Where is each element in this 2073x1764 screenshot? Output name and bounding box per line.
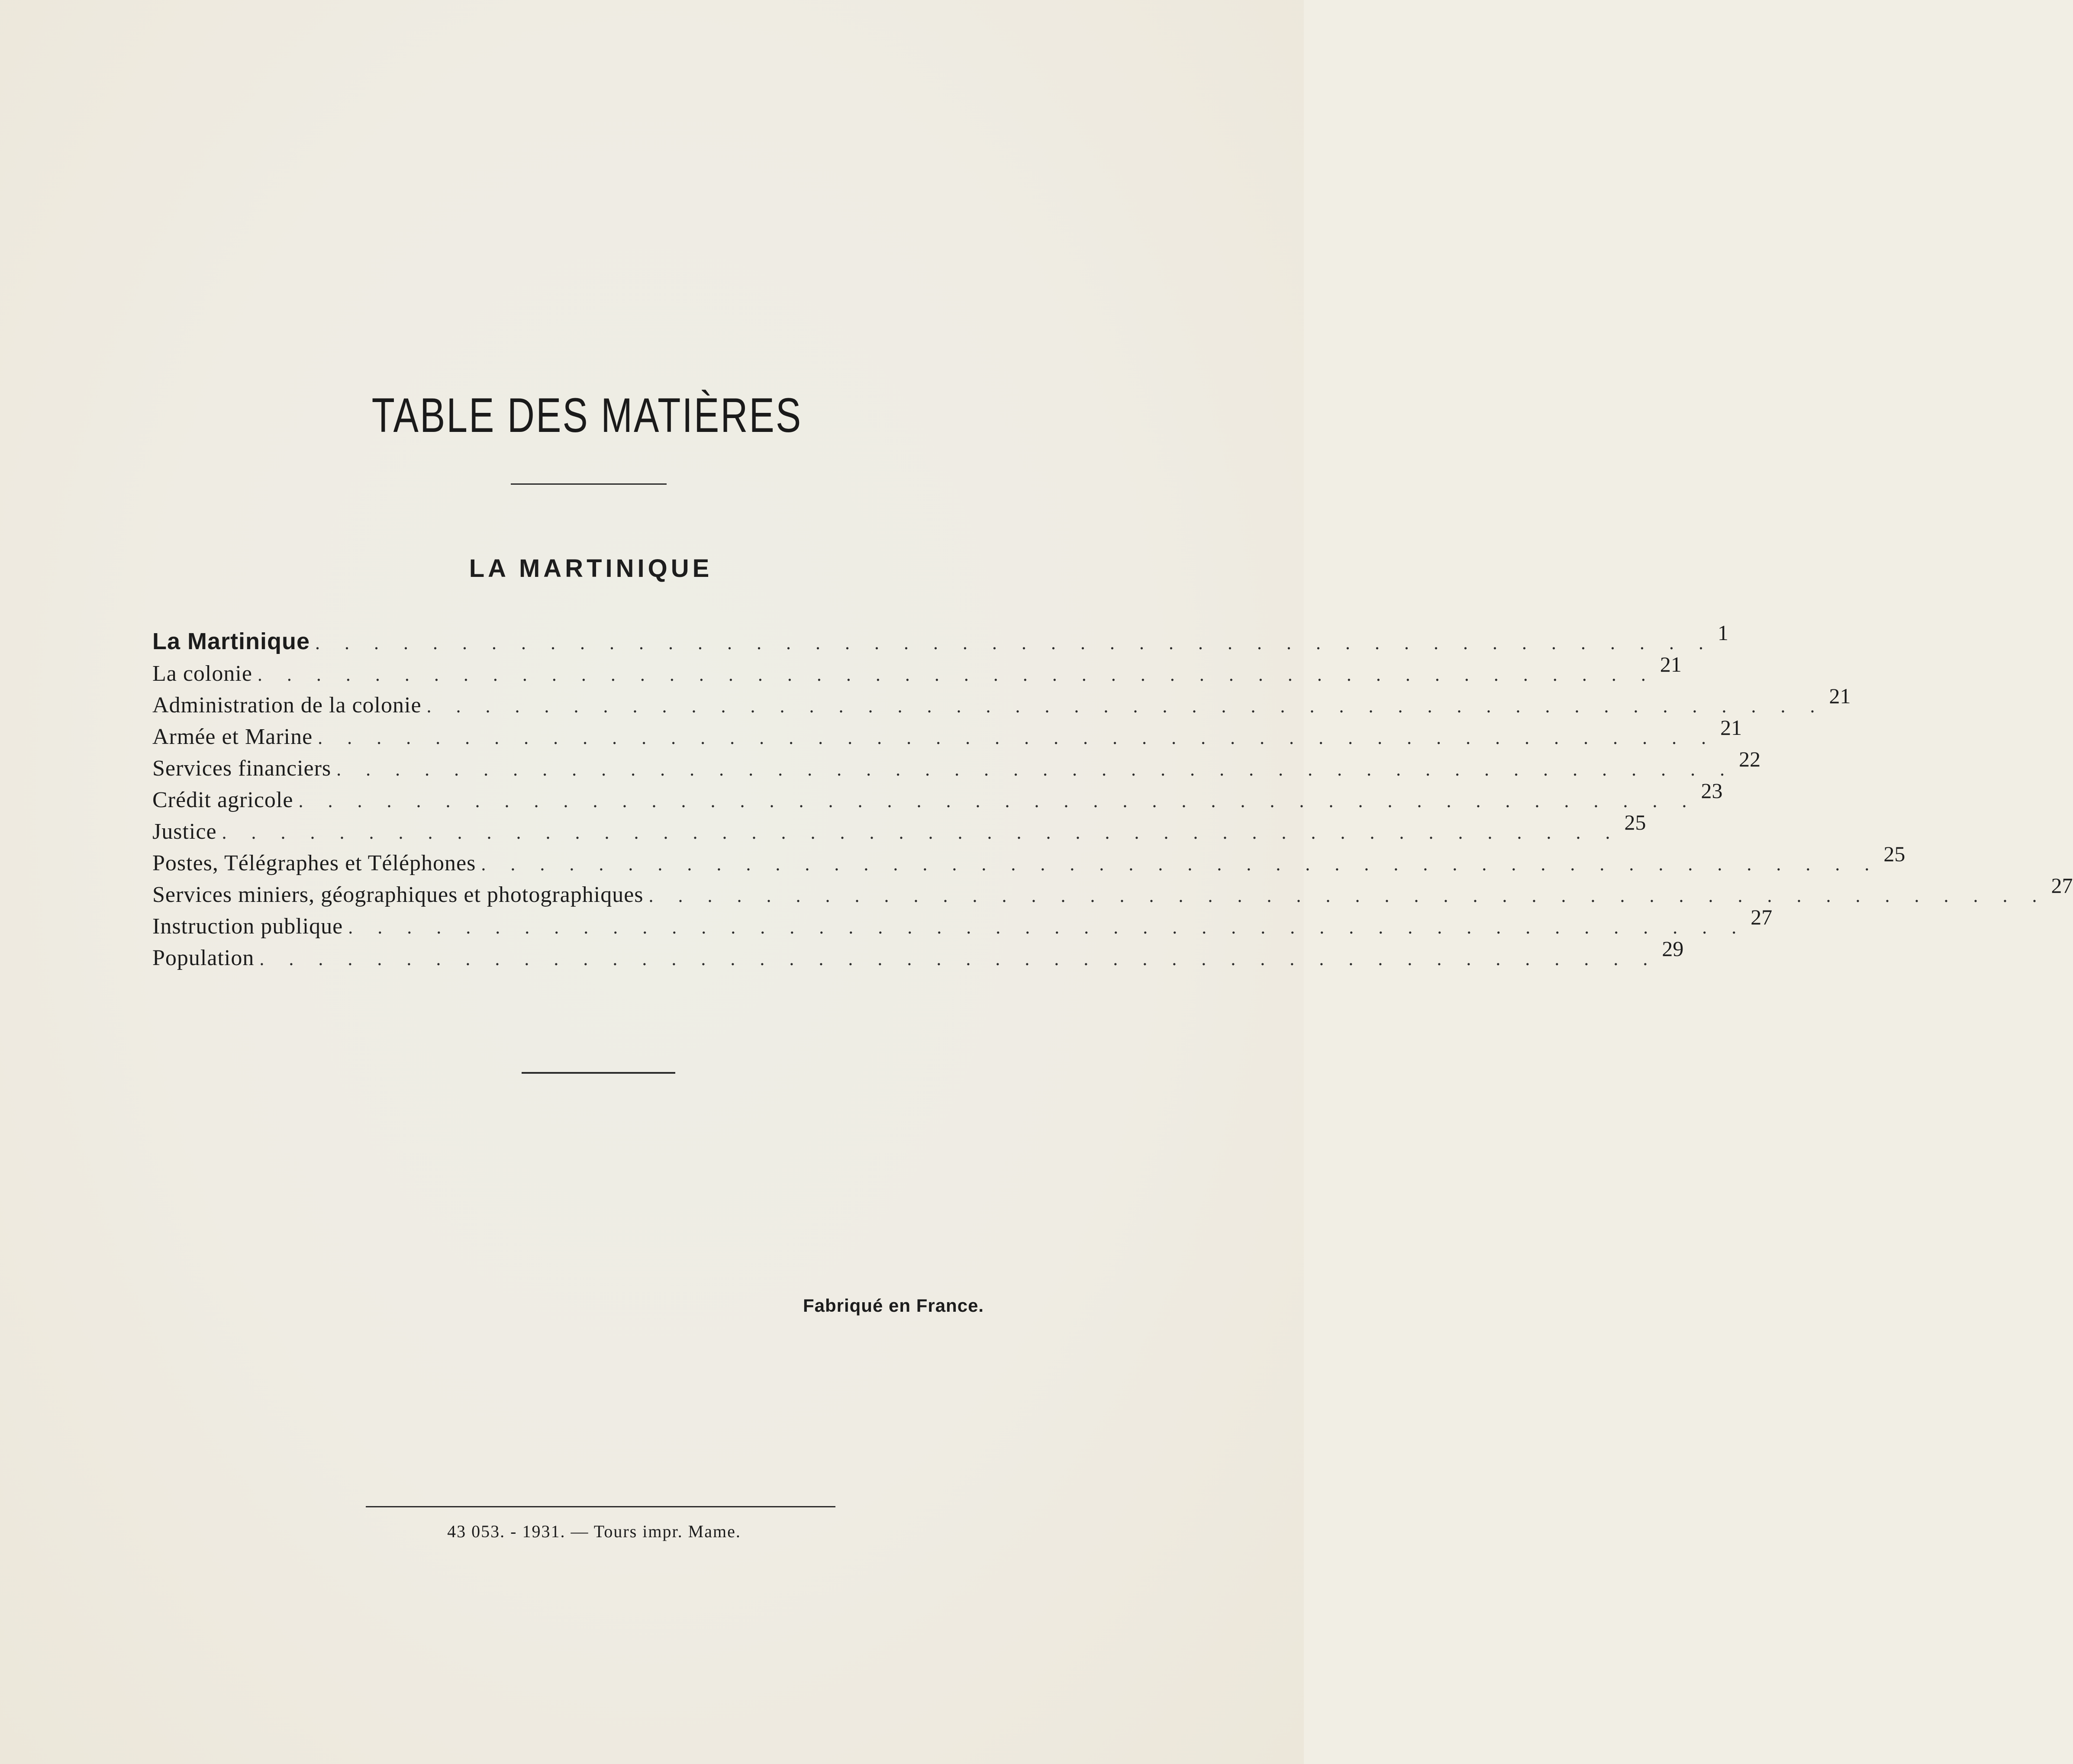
toc-entry[interactable] xyxy=(152,937,1684,971)
toc-entry-label: Justice xyxy=(152,819,217,844)
toc-entry[interactable] xyxy=(152,652,1682,686)
toc-leader-dots: . . . . . . . . . . . . . . . . . . . . . . . . . . . . . . . . . . . . . . . . . . . . . . . . xyxy=(481,853,1880,875)
toc-leader-dots: . . . . . . . . . . . . . . . . . . . . . . . . . . . . . . . . . . . . . . . . . . . . . . . . xyxy=(257,664,1656,685)
made-in-france-note: Fabriqué en France. xyxy=(803,1295,984,1316)
toc-entry-label: Services miniers, géographiques et photographiques xyxy=(152,882,644,907)
toc-entry-page: 1 xyxy=(1718,621,1729,645)
toc-entry-label: La colonie xyxy=(152,661,252,686)
printer-imprint: 43 053. - 1931. — Tours impr. Mame. xyxy=(447,1522,741,1541)
toc-entry-page: 25 xyxy=(1883,842,1905,866)
toc-entry[interactable] xyxy=(152,621,1729,655)
page-title: TABLE DES MATIÈRES xyxy=(371,388,803,442)
toc-entry[interactable] xyxy=(152,842,1905,876)
toc-leader-dots: . . . . . . . . . . . . . . . . . . . . . . . . . . . . . . . . . . . . . . . . . . . . . . . . xyxy=(315,632,1714,653)
toc-leader-dots: . . . . . . . . . . . . . . . . . . . . . . . . . . . . . . . . . . . . . . . . . . . . . . . . xyxy=(648,885,2047,906)
toc-entry-page: 21 xyxy=(1720,715,1742,740)
toc-entry[interactable] xyxy=(152,873,2073,908)
toc-entry-page: 21 xyxy=(1829,684,1851,708)
toc-leader-dots: . . . . . . . . . . . . . . . . . . . . . . . . . . . . . . . . . . . . . . . . . . . . . . . . xyxy=(259,948,1658,969)
toc-entry[interactable] xyxy=(152,684,1851,718)
toc-entry-label: Administration de la colonie xyxy=(152,693,422,718)
toc-entry-label: Postes, Télégraphes et Téléphones xyxy=(152,851,476,876)
toc-entry-label: Services financiers xyxy=(152,756,332,781)
toc-entry[interactable] xyxy=(152,747,1761,781)
imprint-rule xyxy=(366,1506,835,1507)
toc-entry[interactable] xyxy=(152,779,1723,813)
toc-entry[interactable] xyxy=(152,810,1646,844)
toc-leader-dots: . . . . . . . . . . . . . . . . . . . . . . . . . . . . . . . . . . . . . . . . . . . . . . . . xyxy=(336,759,1735,780)
toc-entry-page: 22 xyxy=(1739,747,1761,771)
toc-leader-dots: . . . . . . . . . . . . . . . . . . . . . . . . . . . . . . . . . . . . . . . . . . . . . . . . xyxy=(298,790,1697,811)
toc-leader-dots: . . . . . . . . . . . . . . . . . . . . . . . . . . . . . . . . . . . . . . . . . . . . . . . . xyxy=(426,695,1825,717)
toc-entry[interactable] xyxy=(152,715,1742,750)
table-of-contents xyxy=(152,621,2073,971)
toc-entry-label: Population xyxy=(152,946,255,970)
toc-entry-label: Instruction publique xyxy=(152,914,343,939)
section-end-divider xyxy=(522,1072,675,1074)
toc-leader-dots: . . . . . . . . . . . . . . . . . . . . . . . . . . . . . . . . . . . . . . . . . . . . . . . . xyxy=(348,917,1747,938)
toc-entry-page: 27 xyxy=(2051,873,2073,898)
toc-entry[interactable] xyxy=(152,905,1773,939)
section-heading: LA MARTINIQUE xyxy=(469,554,713,583)
toc-entry-page: 23 xyxy=(1701,779,1723,803)
toc-leader-dots: . . . . . . . . . . . . . . . . . . . . . . . . . . . . . . . . . . . . . . . . . . . . . . . . xyxy=(318,727,1716,748)
toc-entry-page: 21 xyxy=(1660,652,1682,676)
toc-entry-label: Crédit agricole xyxy=(152,788,293,812)
title-divider xyxy=(511,483,667,485)
toc-entry-label: La Martinique xyxy=(152,628,310,654)
toc-entry-page: 25 xyxy=(1624,810,1646,834)
toc-entry-label: Armée et Marine xyxy=(152,724,313,749)
toc-entry-page: 29 xyxy=(1662,937,1684,961)
toc-entry-page: 27 xyxy=(1751,905,1773,929)
toc-leader-dots: . . . . . . . . . . . . . . . . . . . . . . . . . . . . . . . . . . . . . . . . . . . . . . . . xyxy=(222,822,1620,843)
